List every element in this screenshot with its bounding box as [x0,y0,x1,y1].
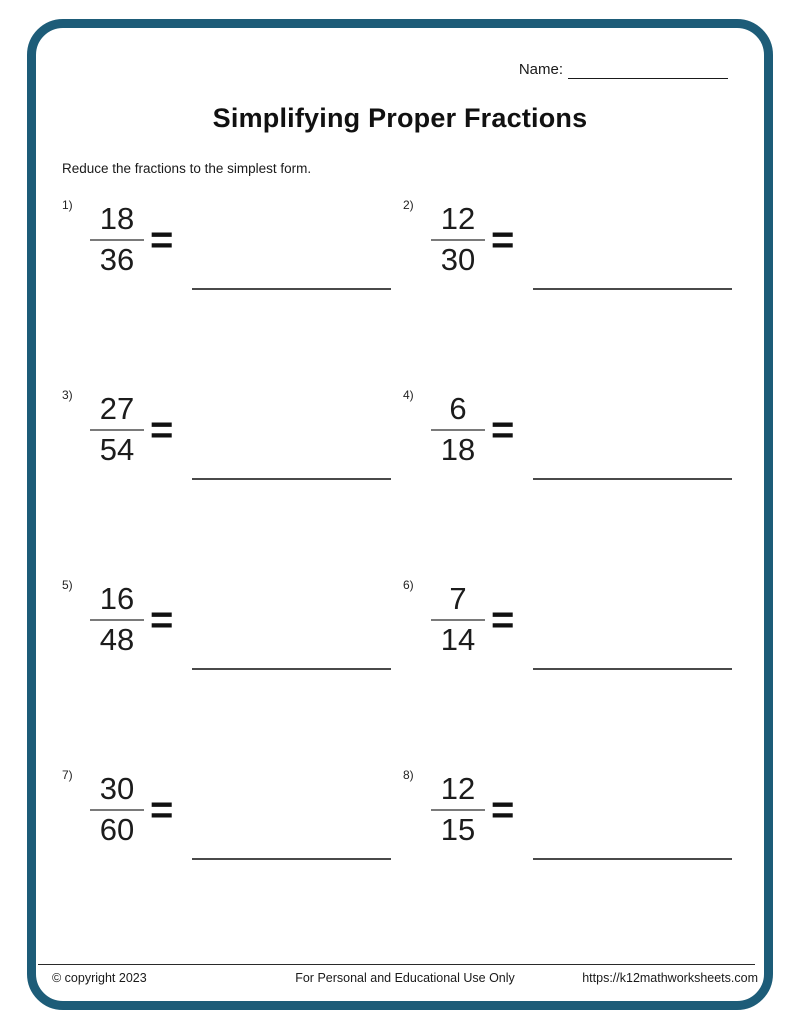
footer-usage-note: For Personal and Educational Use Only [295,971,515,985]
name-row [519,61,728,79]
equals-sign: = [491,598,515,642]
fraction [90,772,144,847]
fraction-numerator: 12 [431,772,485,811]
problem-number: 8) [403,768,414,782]
footer-copyright: © copyright 2023 [52,971,147,985]
problem-6 [403,576,744,670]
problem-number: 4) [403,388,414,402]
fraction-denominator: 14 [440,622,476,657]
problem-number: 5) [62,578,73,592]
equals-sign: = [491,218,515,262]
answer-blank-line [533,858,732,860]
fraction-denominator: 18 [440,432,476,467]
name-label: Name: [518,61,563,78]
equals-sign: = [150,598,174,642]
fraction-denominator: 30 [440,242,476,277]
equals-sign: = [150,218,174,262]
problem-number: 6) [403,578,414,592]
fraction-numerator: 7 [431,582,485,621]
problem-1 [62,196,403,290]
equals-sign: = [491,408,515,452]
problem-number: 3) [62,388,73,402]
fraction-numerator: 30 [90,772,144,811]
problem-5 [62,576,403,670]
problem-number: 7) [62,768,73,782]
name-blank-line [568,63,728,79]
problem-number: 1) [62,198,73,212]
fraction-denominator: 54 [99,432,135,467]
fraction-numerator: 18 [90,202,144,241]
problems-grid [62,196,744,860]
footer [52,971,758,985]
fraction [431,392,485,467]
answer-blank-line [192,478,391,480]
fraction [431,582,485,657]
answer-blank-line [192,668,391,670]
equals-sign: = [150,408,174,452]
answer-blank-line [192,858,391,860]
fraction-denominator: 36 [99,242,135,277]
equals-sign: = [150,788,174,832]
fraction [431,202,485,277]
fraction [90,392,144,467]
fraction-denominator: 60 [99,812,135,847]
fraction [90,202,144,277]
fraction-numerator: 12 [431,202,485,241]
fraction-numerator: 16 [90,582,144,621]
problem-number: 2) [403,198,414,212]
problem-3 [62,386,403,480]
answer-blank-line [533,288,732,290]
equals-sign: = [491,788,515,832]
problem-8 [403,766,744,860]
page-title: Simplifying Proper Fractions [212,103,588,133]
instruction-text: Reduce the fractions to the simplest form. [62,161,312,176]
fraction [90,582,144,657]
answer-blank-line [533,478,732,480]
answer-blank-line [192,288,391,290]
fraction-numerator: 27 [90,392,144,431]
fraction-denominator: 15 [440,812,476,847]
fraction [431,772,485,847]
problem-7 [62,766,403,860]
footer-url: https://k12mathworksheets.com [582,971,758,985]
problem-2 [403,196,744,290]
problem-4 [403,386,744,480]
answer-blank-line [533,668,732,670]
fraction-numerator: 6 [431,392,485,431]
fraction-denominator: 48 [99,622,135,657]
footer-divider [38,964,755,965]
